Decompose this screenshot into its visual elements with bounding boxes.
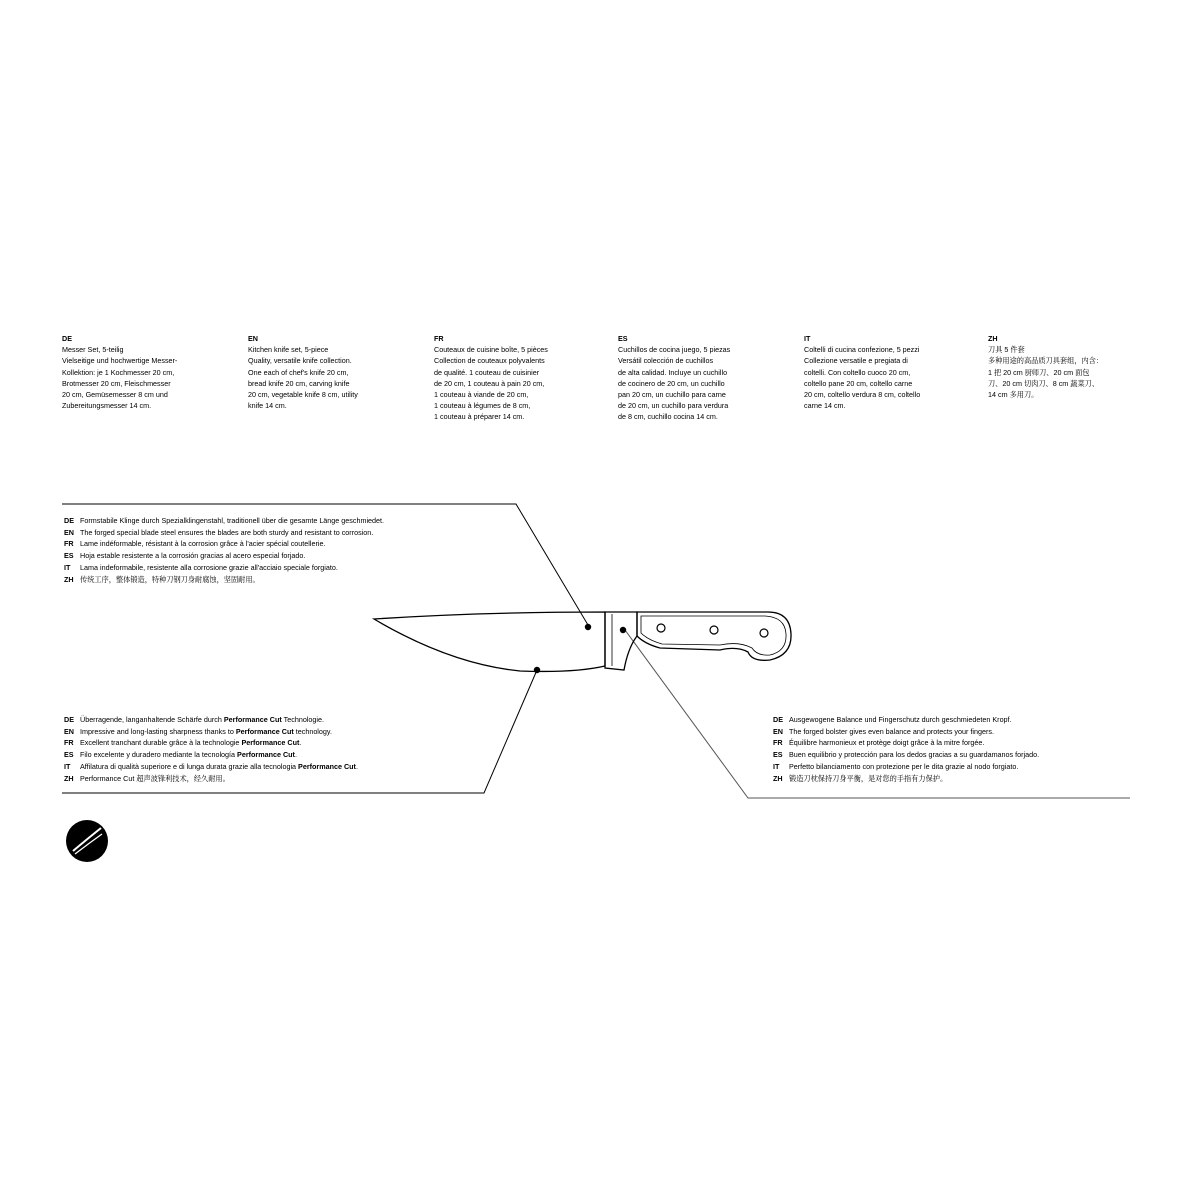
description-line: 1 couteau à préparer 14 cm. — [434, 412, 525, 422]
description-line: Kollektion: je 1 Kochmesser 20 cm, — [62, 367, 175, 377]
language-code: IT — [64, 562, 71, 572]
knife-handle — [637, 612, 791, 660]
language-code: ES — [773, 750, 783, 760]
language-code: FR — [434, 334, 444, 343]
callout-row — [773, 761, 1039, 773]
callout-text: . — [294, 750, 297, 760]
description-line: coltelli. Con coltello cuoco 20 cm, — [804, 367, 911, 377]
language-code: DE — [64, 715, 74, 724]
language-code: FR — [773, 738, 783, 748]
callout-row — [773, 714, 1039, 726]
callout-row — [64, 749, 358, 761]
dot-edge — [534, 667, 540, 673]
description-line: de alta calidad. Incluye un cuchillo — [618, 367, 728, 377]
description-line: 20 cm, vegetable knife 8 cm, utility — [248, 390, 358, 400]
description-line: 20 cm, Gemüsemesser 8 cm und — [62, 390, 168, 400]
language-code: ES — [618, 334, 628, 343]
language-code: ZH — [773, 773, 783, 783]
knife-blade — [374, 612, 605, 671]
callout-text: Formstabile Klinge durch Spezialklingenstahl, traditionell über die gesamte Länge geschmiedet. — [80, 516, 385, 525]
callout-row — [64, 761, 358, 773]
callout-row — [64, 562, 384, 574]
callout-text: Buen equilibrio y protección para los dedos gracias a su guardamanos forjado. — [789, 750, 1040, 760]
callout-text: technology. — [293, 726, 332, 736]
language-code: ES — [64, 551, 74, 561]
description-line: 刀、20 cm 切肉刀、8 cm 蔬菜刀、 — [988, 378, 1100, 388]
language-code: DE — [62, 334, 72, 343]
callout-row — [64, 726, 358, 738]
description-line: Collection de couteaux polyvalents — [434, 356, 545, 366]
callout-text: 锻造刀枕保持刀身平衡，是对您的手指有力保护。 — [789, 773, 948, 783]
description-line: Coltelli di cucina confezione, 5 pezzi — [804, 345, 920, 355]
callout-row — [64, 527, 384, 539]
language-code: DE — [64, 516, 74, 525]
description-line: de cocinero de 20 cm, un cuchillo — [618, 378, 725, 388]
blade-logo-icon — [64, 818, 110, 864]
description-line: 20 cm, coltello verdura 8 cm, coltello — [804, 390, 921, 400]
language-code: EN — [773, 726, 783, 736]
callout-row — [64, 515, 384, 527]
callout-row — [773, 726, 1039, 738]
callout-text: Lame indéformable, résistant à la corrosion grâce à l'acier spécial coutellerie. — [80, 539, 326, 549]
brand-technology-name: Performance Cut — [298, 761, 356, 771]
callout-row — [64, 737, 358, 749]
language-code: EN — [248, 334, 258, 343]
description-line: knife 14 cm. — [248, 401, 287, 411]
description-line: carne 14 cm. — [804, 401, 846, 411]
language-code: EN — [64, 726, 74, 736]
callout-row — [773, 749, 1039, 761]
description-line: de 20 cm, 1 couteau à pain 20 cm, — [434, 378, 545, 388]
language-code: FR — [64, 539, 74, 549]
description-line: 1 couteau à viande de 20 cm, — [434, 390, 529, 400]
callout-performance-cut — [64, 714, 358, 784]
language-code: IT — [64, 761, 71, 771]
callout-row — [64, 550, 384, 562]
description-line: Messer Set, 5-teilig — [62, 345, 124, 355]
callout-text: Excellent tranchant durable grâce à la technologie — [80, 738, 242, 748]
callout-row — [773, 773, 1039, 785]
language-code: ZH — [64, 574, 74, 584]
description-line: 多种用途的高品质刀具套组，内含： — [988, 356, 1104, 366]
callout-text: . — [299, 738, 302, 748]
callout-text: Technologie. — [281, 715, 325, 724]
callout-blade-steel — [64, 515, 384, 585]
callout-text: The forged bolster gives even balance and protects your fingers. — [789, 726, 994, 736]
brand-technology-name: Performance Cut — [241, 738, 300, 748]
description-line: 1 把 20 cm 厨师刀、20 cm 面包 — [988, 367, 1090, 377]
description-line: de 8 cm, cuchillo cocina 14 cm. — [618, 412, 718, 422]
callout-row — [64, 538, 384, 550]
dot-bolster — [620, 627, 626, 633]
callout-bolster — [773, 714, 1039, 784]
callout-text: Überragende, langanhaltende Schärfe durch — [80, 715, 224, 724]
description-line: Vielseitige und hochwertige Messer- — [62, 356, 178, 366]
callout-text: Équilibre harmonieux et protège doigt grâce à la mitre forgée. — [789, 738, 985, 748]
description-line: Brotmesser 20 cm, Fleischmesser — [62, 378, 171, 388]
language-code: ZH — [988, 334, 998, 343]
language-code: IT — [804, 334, 811, 343]
language-code: FR — [64, 738, 74, 748]
description-line: Collezione versatile e pregiata di — [804, 356, 908, 366]
callout-text: The forged special blade steel ensures the blades are both sturdy and resistant to corrosion. — [80, 527, 374, 537]
callout-row — [64, 714, 358, 726]
dot-blade — [585, 624, 591, 630]
description-line: coltello pane 20 cm, coltello carne — [804, 378, 913, 388]
description-line: de 20 cm, un cuchillo para verdura — [618, 401, 729, 411]
callout-text: Lama indeformabile, resistente alla corrosione grazie all'acciaio speciale forgiato. — [80, 562, 338, 572]
callout-text: Performance Cut 超声波锋利技术，经久耐用。 — [80, 773, 230, 783]
description-line: Kitchen knife set, 5-piece — [248, 345, 329, 355]
callout-text: . — [355, 761, 358, 771]
description-line: 刀具 5 件套 — [988, 345, 1025, 355]
callout-text: Filo excelente y duradero mediante la tecnología — [80, 750, 238, 760]
callout-row — [64, 574, 384, 586]
brand-technology-name: Performance Cut — [223, 715, 282, 724]
language-code: ZH — [64, 773, 74, 783]
description-line: One each of chef's knife 20 cm, — [248, 367, 349, 377]
rivet-3 — [760, 629, 768, 637]
callout-text: Perfetto bilanciamento con protezione per le dita grazie al nodo forgiato. — [789, 761, 1019, 771]
callout-text: Impressive and long-lasting sharpness thanks to — [80, 726, 236, 736]
description-line: 14 cm 多用刀。 — [988, 390, 1039, 400]
description-line: Versátil colección de cuchillos — [618, 356, 714, 366]
callout-text: Affilatura di qualità superiore e di lunga durata grazie alla tecnologia — [80, 761, 299, 771]
brand-technology-name: Performance Cut — [237, 750, 295, 760]
description-line: 1 couteau à légumes de 8 cm, — [434, 401, 531, 411]
description-line: bread knife 20 cm, carving knife — [248, 378, 350, 388]
description-line: Quality, versatile knife collection. — [248, 356, 352, 366]
description-line: Cuchillos de cocina juego, 5 piezas — [618, 345, 731, 355]
language-code: DE — [773, 715, 783, 724]
description-line: pan 20 cm, un cuchillo para carne — [618, 390, 726, 400]
knife-bolster — [605, 612, 637, 670]
description-line: de qualité. 1 couteau de cuisinier — [434, 367, 540, 377]
callout-row — [64, 773, 358, 785]
callout-text: 传统工序，整体锻造，特种刀钢刀身耐腐蚀，坚固耐用。 — [80, 574, 260, 584]
description-line: Couteaux de cuisine boîte, 5 pièces — [434, 345, 548, 355]
language-code: ES — [64, 750, 74, 760]
rivet-2 — [710, 626, 718, 634]
callout-text: Ausgewogene Balance und Fingerschutz durch geschmiedeten Kropf. — [789, 715, 1012, 724]
callout-text: Hoja estable resistente a la corrosión gracias al acero especial forjado. — [80, 551, 306, 561]
brand-technology-name: Performance Cut — [235, 726, 294, 736]
description-line: Zubereitungsmesser 14 cm. — [62, 401, 152, 411]
callout-row — [773, 737, 1039, 749]
language-code: IT — [773, 761, 780, 771]
language-code: EN — [64, 527, 74, 537]
rivet-1 — [657, 624, 665, 632]
